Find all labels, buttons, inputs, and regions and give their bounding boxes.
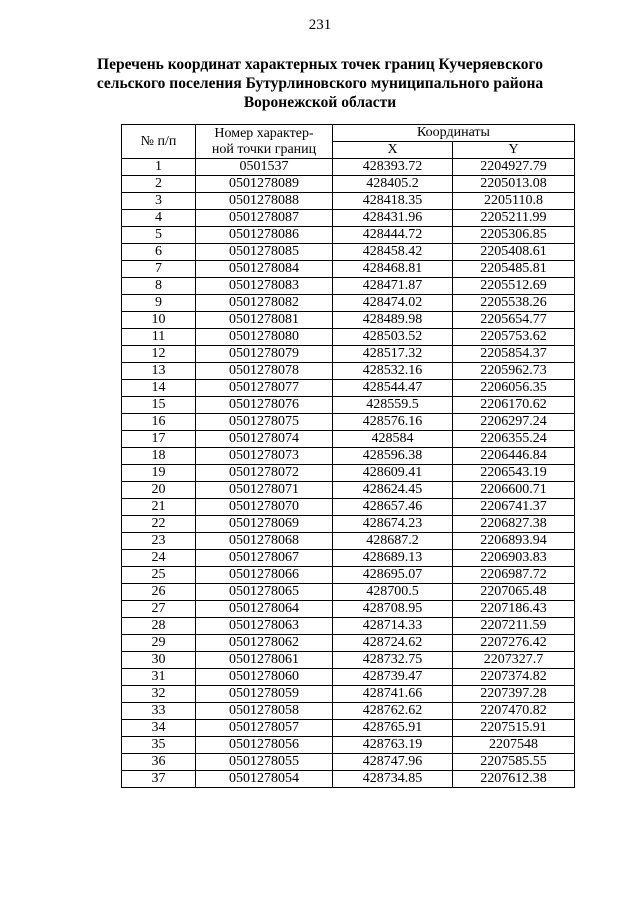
x-coordinate-cell: 428708.95 [333,601,453,618]
x-coordinate-cell: 428405.2 [333,176,453,193]
table-row [122,635,575,652]
x-coordinate-cell: 428734.85 [333,771,453,788]
table-row [122,669,575,686]
point-number-cell: 0501278057 [196,720,333,737]
title-line-3: Воронежской области [243,94,397,111]
point-number-cell: 0501278071 [196,482,333,499]
y-coordinate-cell: 2205306.85 [453,227,575,244]
row-number-cell: 14 [122,380,196,397]
y-coordinate-cell: 2207612.38 [453,771,575,788]
y-coordinate-cell: 2207065.48 [453,584,575,601]
x-coordinate-cell: 428657.46 [333,499,453,516]
table-row [122,771,575,788]
table-row [122,380,575,397]
row-number-cell: 30 [122,652,196,669]
x-coordinate-cell: 428714.33 [333,618,453,635]
row-number-cell: 1 [122,159,196,176]
row-number-cell: 24 [122,550,196,567]
point-number-cell: 0501278066 [196,567,333,584]
point-number-cell: 0501278076 [196,397,333,414]
table-row [122,686,575,703]
x-coordinate-cell: 428762.62 [333,703,453,720]
y-coordinate-cell: 2206297.24 [453,414,575,431]
x-coordinate-cell: 428724.62 [333,635,453,652]
row-number-cell: 8 [122,278,196,295]
x-coordinate-cell: 428624.45 [333,482,453,499]
point-number-cell: 0501278062 [196,635,333,652]
header-point-number [196,125,333,159]
x-coordinate-cell: 428739.47 [333,669,453,686]
point-number-cell: 0501278087 [196,210,333,227]
y-coordinate-cell: 2205013.08 [453,176,575,193]
row-number-cell: 2 [122,176,196,193]
row-number-cell: 32 [122,686,196,703]
x-coordinate-cell: 428559.5 [333,397,453,414]
row-number-cell: 9 [122,295,196,312]
y-coordinate-cell: 2205753.62 [453,329,575,346]
y-coordinate-cell: 2205854.37 [453,346,575,363]
y-coordinate-cell: 2207470.82 [453,703,575,720]
x-coordinate-cell: 428544.47 [333,380,453,397]
y-coordinate-cell: 2207585.55 [453,754,575,771]
y-coordinate-cell: 2205512.69 [453,278,575,295]
x-coordinate-cell: 428695.07 [333,567,453,584]
table-row [122,601,575,618]
row-number-cell: 12 [122,346,196,363]
x-coordinate-cell: 428393.72 [333,159,453,176]
y-coordinate-cell: 2205485.81 [453,261,575,278]
header-point-line-2: ной точки границ [211,141,317,157]
x-coordinate-cell: 428763.19 [333,737,453,754]
point-number-cell: 0501278078 [196,363,333,380]
point-number-cell: 0501278084 [196,261,333,278]
row-number-cell: 27 [122,601,196,618]
y-coordinate-cell: 2206987.72 [453,567,575,584]
header-y: Y [453,142,575,159]
row-number-cell: 16 [122,414,196,431]
point-number-cell: 0501278073 [196,448,333,465]
y-coordinate-cell: 2206827.38 [453,516,575,533]
table-row [122,533,575,550]
table-row [122,618,575,635]
table-row [122,550,575,567]
row-number-cell: 11 [122,329,196,346]
table-row [122,346,575,363]
y-coordinate-cell: 2205408.61 [453,244,575,261]
x-coordinate-cell: 428532.16 [333,363,453,380]
table-row [122,737,575,754]
row-number-cell: 34 [122,720,196,737]
point-number-cell: 0501278059 [196,686,333,703]
point-number-cell: 0501278077 [196,380,333,397]
point-number-cell: 0501278083 [196,278,333,295]
table-row [122,295,575,312]
table-row [122,431,575,448]
row-number-cell: 17 [122,431,196,448]
x-coordinate-cell: 428584 [333,431,453,448]
table-row [122,499,575,516]
table-row [122,261,575,278]
y-coordinate-cell: 2207548 [453,737,575,754]
row-number-cell: 23 [122,533,196,550]
row-number-cell: 3 [122,193,196,210]
title-line-2: сельского поселения Бутурлиновского муниципального района [96,75,544,92]
table-row [122,363,575,380]
x-coordinate-cell: 428687.2 [333,533,453,550]
row-number-cell: 20 [122,482,196,499]
table-row [122,176,575,193]
x-coordinate-cell: 428689.13 [333,550,453,567]
table-row [122,312,575,329]
table-row [122,210,575,227]
point-number-cell: 0501278067 [196,550,333,567]
point-number-cell: 0501278061 [196,652,333,669]
row-number-cell: 21 [122,499,196,516]
y-coordinate-cell: 2205211.99 [453,210,575,227]
row-number-cell: 19 [122,465,196,482]
y-coordinate-cell: 2207327.7 [453,652,575,669]
y-coordinate-cell: 2206056.35 [453,380,575,397]
row-number-cell: 15 [122,397,196,414]
table-row [122,227,575,244]
coordinates-table [121,124,575,788]
table-row [122,584,575,601]
y-coordinate-cell: 2206355.24 [453,431,575,448]
row-number-cell: 10 [122,312,196,329]
table-row [122,193,575,210]
point-number-cell: 0501278070 [196,499,333,516]
row-number-cell: 6 [122,244,196,261]
point-number-cell: 0501278085 [196,244,333,261]
point-number-cell: 0501278056 [196,737,333,754]
title-line-1: Перечень координат характерных точек границ Кучеряевского [97,56,543,73]
row-number-cell: 5 [122,227,196,244]
table-row [122,414,575,431]
x-coordinate-cell: 428765.91 [333,720,453,737]
x-coordinate-cell: 428474.02 [333,295,453,312]
x-coordinate-cell: 428418.35 [333,193,453,210]
point-number-cell: 0501278074 [196,431,333,448]
table-row [122,397,575,414]
x-coordinate-cell: 428596.38 [333,448,453,465]
x-coordinate-cell: 428503.52 [333,329,453,346]
document-title [40,55,600,112]
header-point-line-1: Номер характер- [214,125,314,141]
header-row-number: № п/п [122,125,196,159]
row-number-cell: 31 [122,669,196,686]
y-coordinate-cell: 2206543.19 [453,465,575,482]
x-coordinate-cell: 428732.75 [333,652,453,669]
x-coordinate-cell: 428674.23 [333,516,453,533]
point-number-cell: 0501278089 [196,176,333,193]
row-number-cell: 22 [122,516,196,533]
table-body [122,159,575,788]
row-number-cell: 18 [122,448,196,465]
row-number-cell: 13 [122,363,196,380]
point-number-cell: 0501278060 [196,669,333,686]
x-coordinate-cell: 428576.16 [333,414,453,431]
table-row [122,448,575,465]
row-number-cell: 33 [122,703,196,720]
header-x: X [333,142,453,159]
y-coordinate-cell: 2206903.83 [453,550,575,567]
row-number-cell: 4 [122,210,196,227]
page-number: 231 [308,17,332,33]
y-coordinate-cell: 2204927.79 [453,159,575,176]
x-coordinate-cell: 428431.96 [333,210,453,227]
point-number-cell: 0501278082 [196,295,333,312]
point-number-cell: 0501278054 [196,771,333,788]
point-number-cell: 0501278075 [196,414,333,431]
y-coordinate-cell: 2206170.62 [453,397,575,414]
table-row [122,652,575,669]
y-coordinate-cell: 2205538.26 [453,295,575,312]
row-number-cell: 36 [122,754,196,771]
table-row [122,703,575,720]
y-coordinate-cell: 2206446.84 [453,448,575,465]
x-coordinate-cell: 428489.98 [333,312,453,329]
point-number-cell: 0501278088 [196,193,333,210]
y-coordinate-cell: 2205654.77 [453,312,575,329]
x-coordinate-cell: 428468.81 [333,261,453,278]
point-number-cell: 0501278086 [196,227,333,244]
row-number-cell: 7 [122,261,196,278]
x-coordinate-cell: 428747.96 [333,754,453,771]
y-coordinate-cell: 2207276.42 [453,635,575,652]
point-number-cell: 0501278069 [196,516,333,533]
y-coordinate-cell: 2207515.91 [453,720,575,737]
table-row [122,465,575,482]
y-coordinate-cell: 2207186.43 [453,601,575,618]
y-coordinate-cell: 2207374.82 [453,669,575,686]
x-coordinate-cell: 428458.42 [333,244,453,261]
point-number-cell: 0501537 [196,159,333,176]
point-number-cell: 0501278064 [196,601,333,618]
x-coordinate-cell: 428517.32 [333,346,453,363]
table-header [122,125,575,159]
y-coordinate-cell: 2205962.73 [453,363,575,380]
row-number-cell: 25 [122,567,196,584]
table-row [122,754,575,771]
y-coordinate-cell: 2207397.28 [453,686,575,703]
y-coordinate-cell: 2206600.71 [453,482,575,499]
point-number-cell: 0501278068 [196,533,333,550]
row-number-cell: 37 [122,771,196,788]
header-coordinates: Координаты [333,125,575,142]
y-coordinate-cell: 2206893.94 [453,533,575,550]
table-row [122,159,575,176]
y-coordinate-cell: 2205110.8 [453,193,575,210]
point-number-cell: 0501278058 [196,703,333,720]
point-number-cell: 0501278080 [196,329,333,346]
row-number-cell: 28 [122,618,196,635]
point-number-cell: 0501278063 [196,618,333,635]
row-number-cell: 26 [122,584,196,601]
point-number-cell: 0501278055 [196,754,333,771]
x-coordinate-cell: 428444.72 [333,227,453,244]
table-row [122,244,575,261]
table-row [122,482,575,499]
table-row [122,329,575,346]
table-row [122,567,575,584]
y-coordinate-cell: 2207211.59 [453,618,575,635]
table-row [122,720,575,737]
x-coordinate-cell: 428741.66 [333,686,453,703]
point-number-cell: 0501278072 [196,465,333,482]
table-row [122,278,575,295]
x-coordinate-cell: 428700.5 [333,584,453,601]
row-number-cell: 35 [122,737,196,754]
point-number-cell: 0501278081 [196,312,333,329]
row-number-cell: 29 [122,635,196,652]
table-row [122,516,575,533]
point-number-cell: 0501278079 [196,346,333,363]
point-number-cell: 0501278065 [196,584,333,601]
x-coordinate-cell: 428609.41 [333,465,453,482]
x-coordinate-cell: 428471.87 [333,278,453,295]
y-coordinate-cell: 2206741.37 [453,499,575,516]
